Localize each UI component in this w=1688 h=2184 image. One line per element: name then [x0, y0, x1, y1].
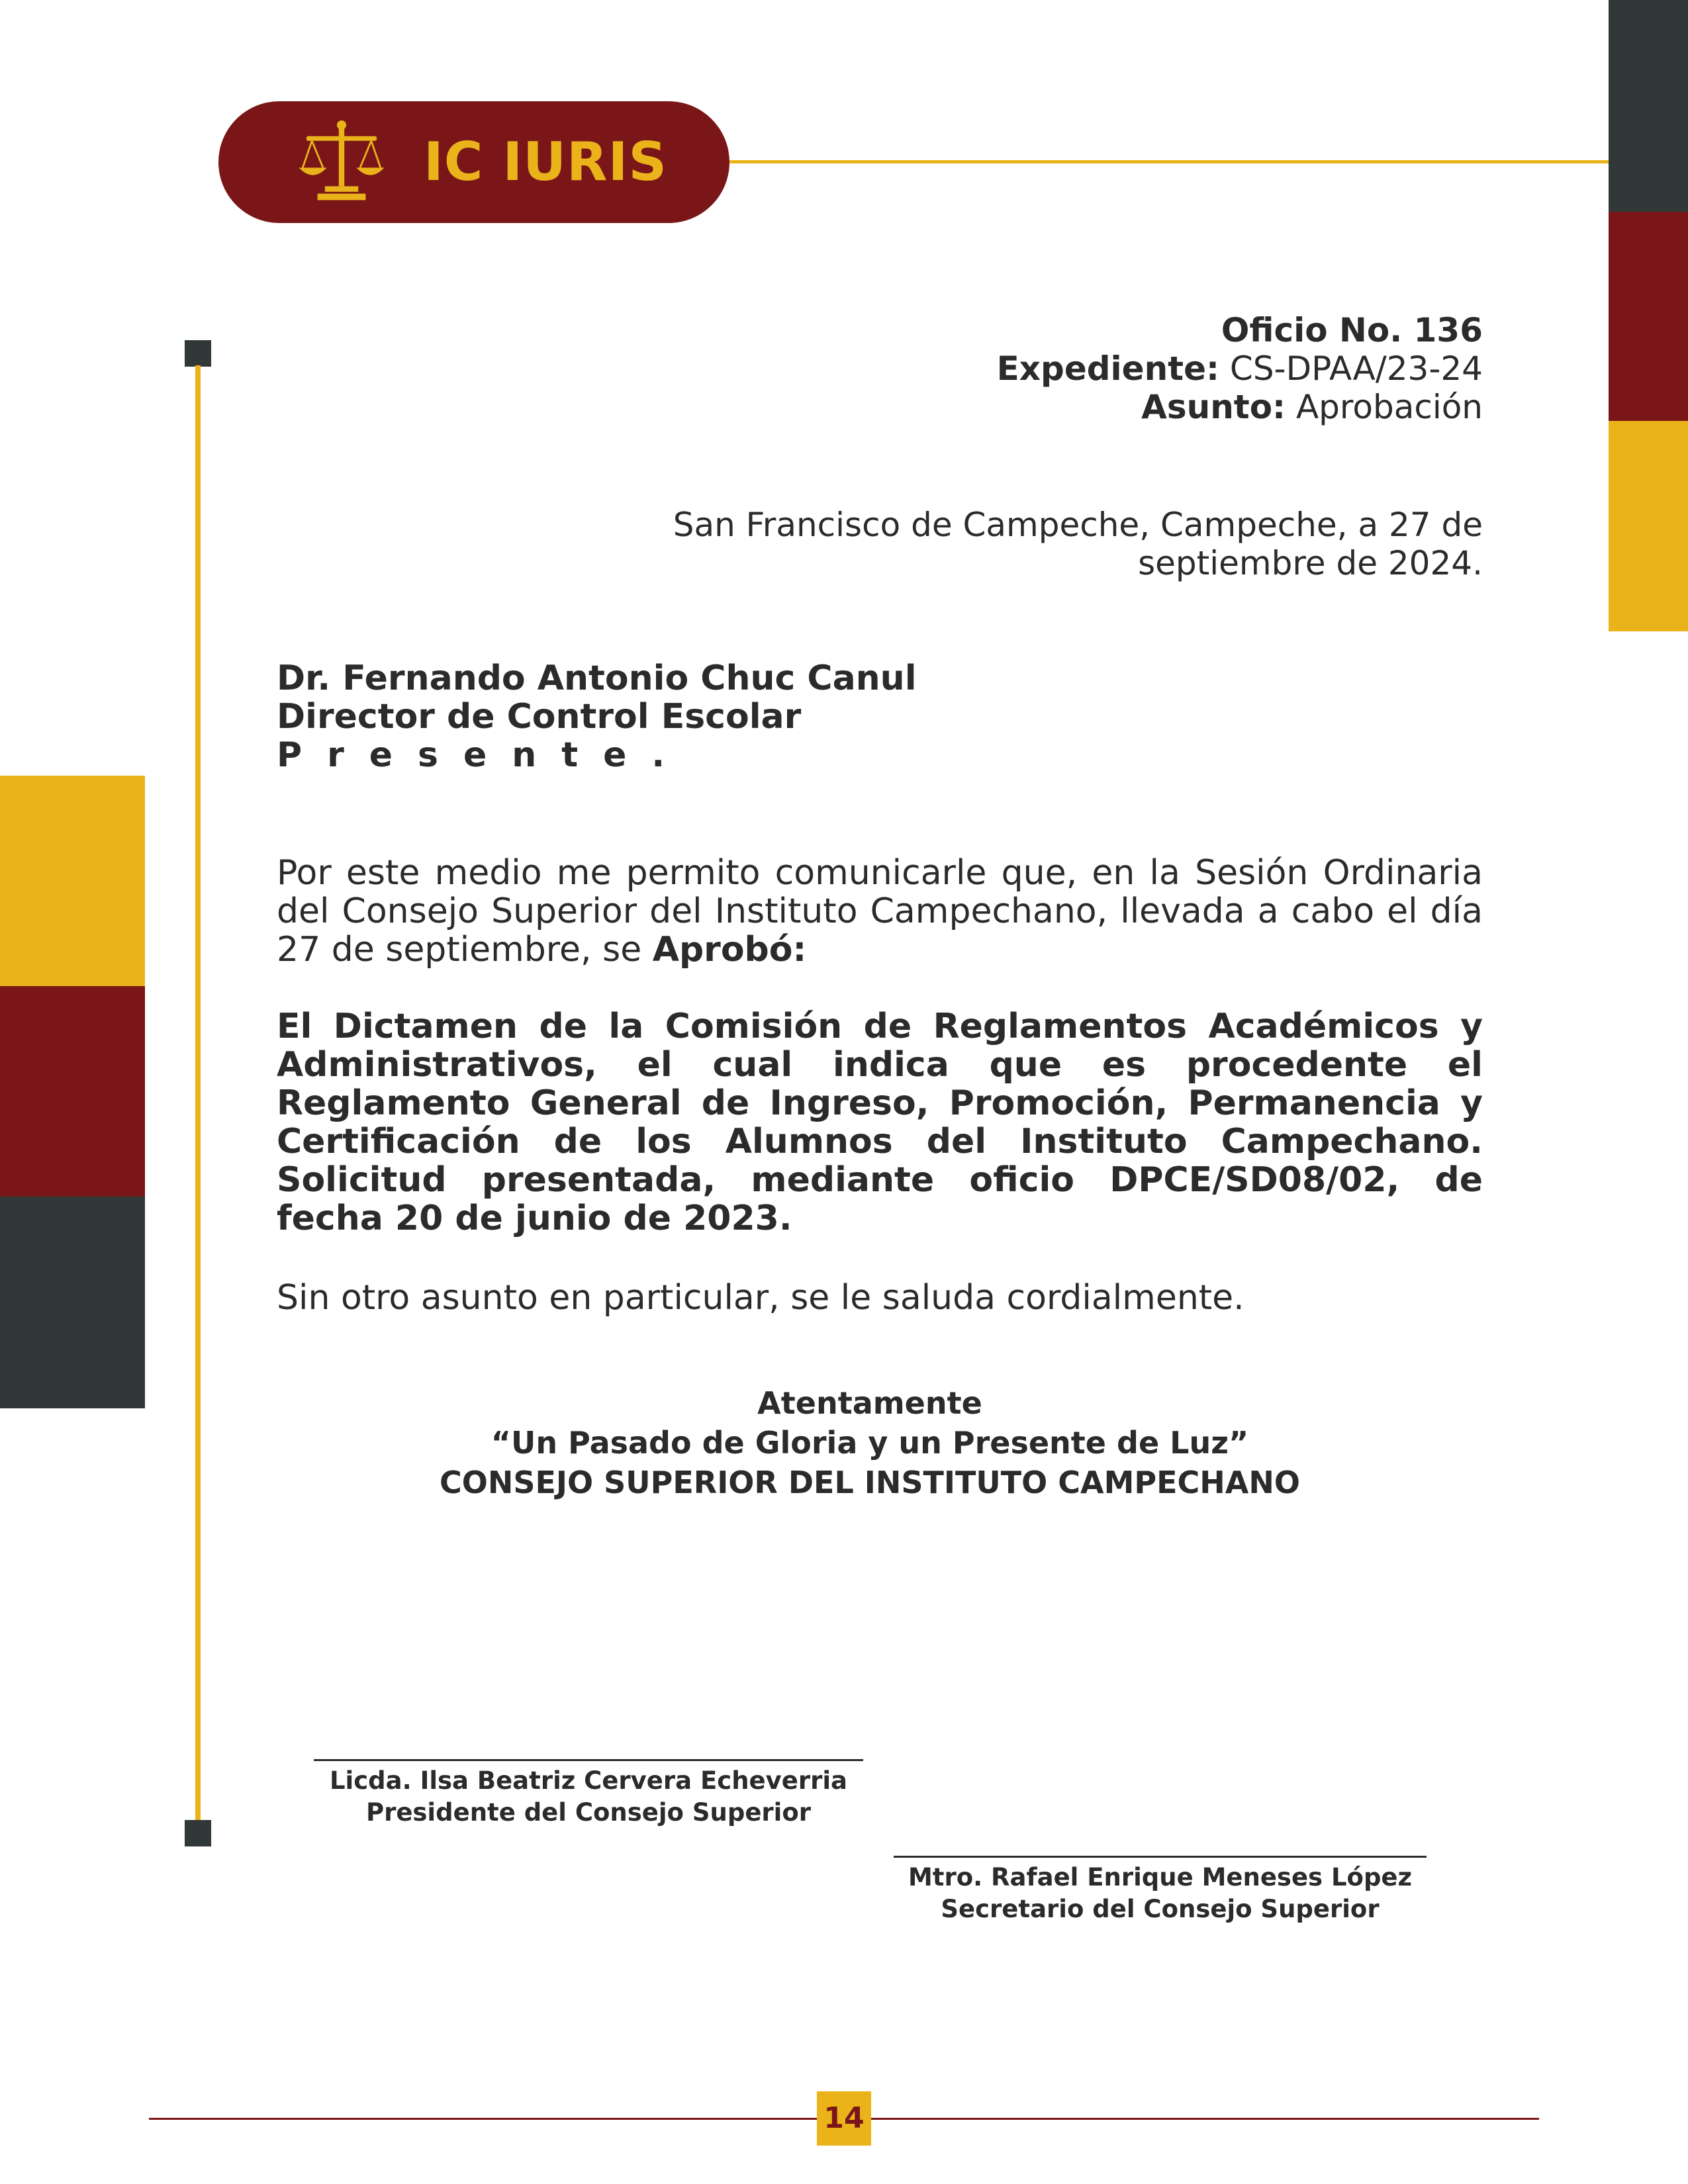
document-meta	[997, 311, 1483, 426]
signature-name: Mtro. Rafael Enrique Meneses López	[908, 1863, 1413, 1891]
closing-institution: CONSEJO SUPERIOR DEL INSTITUTO CAMPECHANO	[440, 1465, 1300, 1500]
scales-of-justice-icon	[295, 116, 388, 208]
right-bar-gold	[1609, 421, 1688, 631]
signature-line	[314, 1759, 863, 1761]
left-bar-maroon	[0, 986, 145, 1197]
body-farewell: Sin otro asunto en particular, se le saluda cordialmente.	[277, 1278, 1244, 1318]
body-resolution: El Dictamen de la Comisión de Reglamentos Académicos y Administrativos, el cual indica que es procedente el Reglamento General de Ingreso, Promoción, Permanencia y Certificación de los Alumnos del Instituto Campechano. Solicitud presentada, mediante oficio DPCE/SD08/02, de fecha 20 de junio de 2023.	[277, 1007, 1483, 1238]
left-bar-charcoal	[0, 1197, 145, 1408]
body-intro-text: Por este medio me permito comunicarle que, en la Sesión Ordinaria del Consejo Superior del Instituto Campechano, llevada a cabo el día 27 de septiembre, se	[277, 853, 1483, 970]
signature-secretary	[894, 1856, 1427, 1925]
right-bar-maroon	[1609, 212, 1688, 421]
page-number: 14	[817, 2091, 871, 2146]
addressee	[277, 659, 917, 774]
accent-square-top	[185, 340, 211, 367]
asunto-label: Asunto:	[1141, 388, 1286, 426]
header-rule	[729, 160, 1609, 163]
place-date	[673, 506, 1483, 582]
body-intro-bold: Aprobó:	[652, 930, 807, 970]
place-date-line2: septiembre de 2024.	[1138, 544, 1483, 582]
expediente-value: CS-DPAA/23-24	[1229, 349, 1483, 388]
signature-president	[314, 1759, 863, 1829]
addressee-title: Director de Control Escolar	[277, 697, 802, 737]
accent-vertical-line	[195, 365, 201, 1823]
left-bar-gold	[0, 776, 145, 986]
asunto-value: Aprobación	[1295, 388, 1483, 426]
oficio-number: Oficio No. 136	[1221, 311, 1483, 349]
place-date-line1: San Francisco de Campeche, Campeche, a 27 de	[673, 506, 1483, 544]
body-intro	[277, 854, 1483, 969]
closing	[277, 1383, 1463, 1502]
closing-atentamente: Atentamente	[757, 1385, 982, 1421]
signature-role: Secretario del Consejo Superior	[941, 1895, 1380, 1923]
addressee-name: Dr. Fernando Antonio Chuc Canul	[277, 659, 917, 698]
brand-name: IC IURIS	[424, 131, 668, 193]
right-bar-charcoal	[1609, 0, 1688, 212]
header-brand-pill	[218, 101, 729, 223]
addressee-presente: Presente.	[277, 735, 690, 775]
accent-square-bottom	[185, 1820, 211, 1846]
closing-motto: “Un Pasado de Gloria y un Presente de Luz”	[491, 1425, 1249, 1461]
signature-line	[894, 1856, 1427, 1858]
expediente-label: Expediente:	[996, 349, 1219, 388]
signature-name: Licda. Ilsa Beatriz Cervera Echeverria	[329, 1766, 847, 1795]
signature-role: Presidente del Consejo Superior	[365, 1798, 812, 1827]
